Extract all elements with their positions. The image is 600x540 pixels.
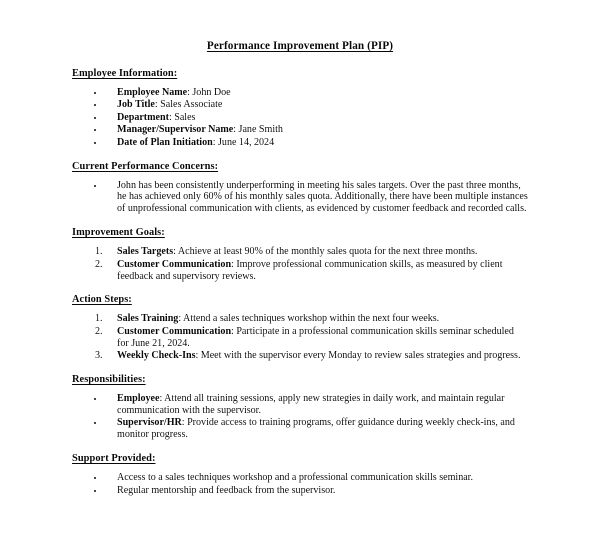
list-item-label: Employee (117, 393, 160, 405)
page-title (72, 40, 528, 53)
list-item-label: Department (117, 111, 169, 123)
list-item-value: : Achieve at least 90% of the monthly sales quota for the next three months. (173, 246, 478, 258)
list-item (105, 137, 528, 149)
current-performance-concerns-list (72, 180, 528, 216)
list-item-value: : Attend all training sessions, apply new strategies in daily work, and maintain regular communication with the supervisor. (117, 393, 505, 416)
list-item-label: Employee Name (117, 87, 188, 98)
list-item-label: Customer Communication (117, 325, 232, 337)
list-item-label: Date of Plan Initiation (117, 136, 213, 148)
section-responsibilities (72, 374, 528, 441)
action-steps-list (72, 313, 528, 362)
improvement-goals-list (72, 246, 528, 282)
list-item (105, 393, 528, 417)
list-item-label: Sales Targets (117, 246, 174, 258)
list-item-label: Weekly Check-Ins (117, 350, 196, 362)
list-item-value: Access to a sales techniques workshop and a professional communication skills seminar. (117, 472, 473, 484)
section-heading-action-steps: Action Steps: (72, 294, 132, 306)
list-item-value: : Improve professional communication skills, as measured by client feedback and supervisory reviews. (117, 258, 503, 282)
section-support-provided (72, 453, 528, 496)
employee-information-list (72, 87, 528, 149)
list-item-label: Job Title (117, 99, 155, 111)
list-item-value: John has been consistently underperforming in meeting his sales targets. Over the past three months, he has achieved only 60% of his monthly sales quota. Additionally, there have been multiple instances of unprofessional communication with clients, as evidenced by customer feedback and recorded calls. (117, 179, 528, 215)
list-item-label: Sales Training (117, 313, 179, 325)
section-heading-improvement-goals: Improvement Goals: (72, 227, 165, 239)
section-employee-information (72, 68, 528, 149)
section-heading-current-performance-concerns: Current Performance Concerns: (72, 160, 219, 172)
list-item-value: : Provide access to training programs, offer guidance during weekly check-ins, and monitor progress. (117, 417, 515, 441)
list-item (105, 180, 528, 216)
support-provided-list (72, 472, 528, 496)
section-improvement-goals (72, 227, 528, 282)
list-item (105, 350, 528, 362)
section-action-steps (72, 294, 528, 362)
list-item (105, 99, 528, 111)
list-item (105, 472, 528, 484)
list-item (105, 246, 528, 258)
list-item-value: : June 14, 2024 (212, 136, 275, 148)
list-item (105, 485, 528, 497)
list-item-value: : Sales (168, 111, 196, 123)
list-item (105, 124, 528, 136)
list-item-label: Manager/Supervisor Name (117, 124, 234, 136)
list-item (105, 313, 528, 325)
list-item-value: : Jane Smith (233, 124, 283, 136)
list-item-value: Regular mentorship and feedback from the supervisor. (117, 484, 336, 496)
section-heading-support-provided: Support Provided: (72, 453, 156, 465)
list-item-value: : Meet with the supervisor every Monday to review sales strategies and progress. (195, 350, 521, 362)
list-item-label: Customer Communication (117, 258, 232, 270)
list-item-value: : John Doe (187, 87, 231, 98)
list-item-value: : Sales Associate (154, 99, 223, 111)
list-item-label: Supervisor/HR (117, 417, 182, 429)
list-item (105, 259, 528, 283)
section-heading-employee-information: Employee Information: (72, 68, 178, 79)
list-item-value: : Participate in a professional communication skills seminar scheduled for June 21, 2024. (117, 325, 514, 349)
section-heading-responsibilities: Responsibilities: (72, 374, 146, 386)
responsibilities-list (72, 393, 528, 441)
section-current-performance-concerns (72, 161, 528, 216)
list-item (105, 417, 528, 441)
list-item-value: : Attend a sales techniques workshop within the next four weeks. (178, 313, 440, 325)
page-title-text: Performance Improvement Plan (PIP) (206, 40, 394, 52)
list-item (105, 326, 528, 350)
list-item (105, 87, 528, 99)
list-item (105, 112, 528, 124)
